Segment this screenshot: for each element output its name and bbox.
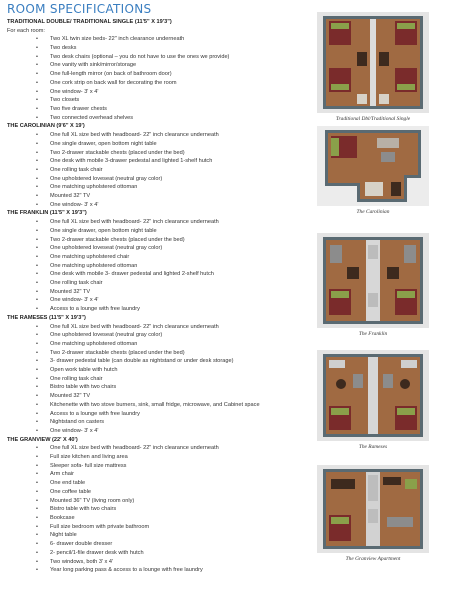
list-item-text: One single drawer, open bottom night table xyxy=(50,227,157,234)
bullet-icon: • xyxy=(36,480,38,487)
list-item xyxy=(7,270,313,279)
list-item-text: One end table xyxy=(50,480,86,487)
list-item xyxy=(7,523,313,532)
list-item-text: Mounted 32" TV xyxy=(50,393,91,400)
bullet-icon: • xyxy=(36,332,38,339)
list-item-text: Two connected overhead shelves xyxy=(50,114,134,121)
list-item xyxy=(7,357,313,366)
bullet-icon: • xyxy=(36,445,38,452)
list-item-text: One window- 3' x 4' xyxy=(50,297,99,304)
bullet-icon: • xyxy=(36,201,38,208)
list-item-text: Two five drawer chests xyxy=(50,106,107,112)
list-item xyxy=(7,392,313,401)
list-item-text: Access to a lounge with free laundry xyxy=(50,306,140,313)
list-item xyxy=(7,410,313,419)
list-item xyxy=(7,35,313,44)
list-item-text: One full XL size bed with headboard- 22" inch clearance underneath xyxy=(50,445,219,452)
list-item-text: Open work table with hutch xyxy=(50,367,118,374)
list-item xyxy=(7,488,313,497)
list-item xyxy=(7,470,313,479)
bullet-icon: • xyxy=(36,523,38,530)
bullet-icon: • xyxy=(36,219,38,226)
list-item-text: One matching upholstered ottoman xyxy=(50,262,138,269)
bullet-icon: • xyxy=(36,193,38,200)
bullet-icon: • xyxy=(36,462,38,469)
list-item-text: One cork strip on back wall for decorating the room xyxy=(50,79,177,86)
list-item-text: Full size kitchen and living area xyxy=(50,454,128,461)
list-item-text: Two 2-drawer stackable chests (placed under the bed) xyxy=(50,349,185,356)
figure-caption: The Rameses xyxy=(358,444,388,450)
section-heading: TRADITIONAL DOUBLE/ TRADITIONAL SINGLE (11'5" X 19'3") xyxy=(7,19,172,25)
floor-plan-carolinian xyxy=(317,126,429,215)
bullet-icon: • xyxy=(36,384,38,391)
list-item-text: One matching upholstered ottoman xyxy=(50,340,138,347)
list-item-text: Two 2-drawer stackable chests (placed under the bed) xyxy=(50,149,185,156)
list-item xyxy=(7,166,313,175)
bullet-icon: • xyxy=(36,236,38,243)
list-item xyxy=(7,157,313,166)
section-subheading: For each room: xyxy=(7,27,45,34)
list-item xyxy=(7,262,313,271)
list-item xyxy=(7,236,313,245)
list-item-text: Bistro table with two chairs xyxy=(50,384,117,391)
list-item xyxy=(7,96,313,105)
list-item-text: Kitchenette with two stove burners, sink, small fridge, microwave, and Cabinet space xyxy=(50,401,260,408)
list-item xyxy=(7,296,313,305)
list-item xyxy=(7,323,313,332)
floor-plan-traditional-image xyxy=(317,12,429,113)
list-item-text: One upholstered loveseat (neutral gray color) xyxy=(50,332,163,339)
bullet-icon: • xyxy=(36,88,38,95)
bullet-icon: • xyxy=(36,488,38,495)
bullet-icon: • xyxy=(36,532,38,539)
bullet-icon: • xyxy=(36,323,38,330)
list-item xyxy=(7,88,313,97)
list-item xyxy=(7,253,313,262)
list-item xyxy=(7,514,313,523)
bullet-icon: • xyxy=(36,79,38,86)
list-item-text: One upholstered loveseat (neutral gray color) xyxy=(50,175,163,182)
page-title: ROOM SPECIFICATIONS xyxy=(7,2,152,16)
list-item-text: One window- 3' x 4' xyxy=(50,427,99,434)
bullet-icon: • xyxy=(36,71,38,78)
list-item xyxy=(7,453,313,462)
bullet-icon: • xyxy=(36,401,38,408)
bullet-icon: • xyxy=(36,132,38,139)
list-item-text: Full size bedroom with private bathroom xyxy=(50,523,150,530)
list-item-text: One vanity with sink/mirror/storage xyxy=(50,62,137,69)
bullet-icon: • xyxy=(36,514,38,521)
list-item-text: Two windows, both 3' x 4' xyxy=(50,558,114,565)
bullet-icon: • xyxy=(36,53,38,60)
list-item-text: Bistro table with two chairs xyxy=(50,506,117,513)
list-item-text: One window- 3' x 4' xyxy=(50,88,99,95)
bullet-icon: • xyxy=(36,419,38,426)
list-item xyxy=(7,288,313,297)
bullet-icon: • xyxy=(36,140,38,147)
list-item-text: Bookcase xyxy=(50,514,75,521)
bullet-icon: • xyxy=(36,349,38,356)
list-item-text: Two 2-drawer stackable chests (placed under the bed) xyxy=(50,236,185,243)
bullet-icon: • xyxy=(36,106,38,112)
section-heading: THE FRANKLIN (11'5" X 19'3") xyxy=(7,210,87,217)
list-item xyxy=(7,383,313,392)
list-item-text: One full XL size bed with headboard- 22" inch clearance underneath xyxy=(50,219,219,226)
list-item xyxy=(7,44,313,53)
figure-caption: Traditional Dbl/Traditional Single xyxy=(335,116,411,122)
list-item-text: One rolling task chair xyxy=(50,280,103,287)
list-item-text: One rolling task chair xyxy=(50,375,103,382)
bullet-icon: • xyxy=(36,541,38,548)
list-item-text: One single drawer, open bottom night table xyxy=(50,140,157,147)
bullet-icon: • xyxy=(36,427,38,434)
list-item-text: Two XL twin size beds- 22" inch clearance underneath xyxy=(50,36,185,43)
floor-plan-franklin-image xyxy=(317,233,429,328)
list-item xyxy=(7,305,313,314)
list-item-text: 3- drawer pedestal table (can double as nightstand or under desk storage) xyxy=(50,358,234,365)
bullet-icon: • xyxy=(36,227,38,234)
list-item xyxy=(7,131,313,140)
list-item xyxy=(7,140,313,149)
list-item-text: One window- 3' x 4' xyxy=(50,201,99,208)
list-item-text: One full-length mirror (on back of bathroom door) xyxy=(50,71,172,78)
list-item xyxy=(7,497,313,506)
list-item xyxy=(7,70,313,79)
list-item xyxy=(7,375,313,384)
list-item xyxy=(7,201,313,210)
list-item-text: One rolling task chair xyxy=(50,166,103,173)
bullet-icon: • xyxy=(36,62,38,69)
bullet-icon: • xyxy=(36,306,38,313)
list-item xyxy=(7,114,313,123)
list-item xyxy=(7,418,313,427)
list-item-text: 6- drawer double dresser xyxy=(50,541,113,548)
bullet-icon: • xyxy=(36,340,38,347)
list-item xyxy=(7,366,313,375)
list-item xyxy=(7,558,313,567)
list-item xyxy=(7,505,313,514)
bullet-icon: • xyxy=(36,97,38,104)
list-item xyxy=(7,183,313,192)
list-item xyxy=(7,79,313,88)
list-item-text: Year long parking pass & access to a lounge with free laundry xyxy=(50,567,203,574)
figure-caption: The Granview Apartment xyxy=(345,556,401,562)
list-item xyxy=(7,427,313,436)
bullet-icon: • xyxy=(36,45,38,52)
bullet-icon: • xyxy=(36,262,38,269)
list-item xyxy=(7,479,313,488)
bullet-icon: • xyxy=(36,288,38,295)
bullet-icon: • xyxy=(36,175,38,182)
list-item xyxy=(7,175,313,184)
bullet-icon: • xyxy=(36,358,38,365)
list-item-text: One matching upholstered ottoman xyxy=(50,184,138,191)
list-item xyxy=(7,105,313,114)
list-item xyxy=(7,549,313,558)
list-item-text: Two desks xyxy=(50,45,77,52)
bullet-icon: • xyxy=(36,166,38,173)
bullet-icon: • xyxy=(36,149,38,156)
list-item xyxy=(7,218,313,227)
list-item-text: 2- pencil/1-file drawer desk with hutch xyxy=(50,549,144,556)
bullet-icon: • xyxy=(36,454,38,461)
list-item-text: Night table xyxy=(50,532,77,539)
bullet-icon: • xyxy=(36,36,38,43)
bullet-icon: • xyxy=(36,497,38,504)
bullet-icon: • xyxy=(36,280,38,287)
list-item-text: Access to a lounge with free laundry xyxy=(50,410,140,417)
section-heading: THE CAROLINIAN (9'6" X 19') xyxy=(7,123,85,130)
list-item-text: One desk with mobile 3-drawer pedestal and lighted 1-shelf hutch xyxy=(50,158,213,165)
list-item xyxy=(7,340,313,349)
section-heading: THE GRANVIEW (22' X 40') xyxy=(7,436,78,443)
list-item xyxy=(7,531,313,540)
list-item xyxy=(7,279,313,288)
list-item-text: Nightstand on casters xyxy=(50,419,105,426)
floor-plan-rameses xyxy=(317,350,429,450)
bullet-icon: • xyxy=(36,375,38,382)
floor-plan-granview-image xyxy=(317,465,429,553)
list-item-text: Mounted 32" TV xyxy=(50,193,91,200)
bullet-icon: • xyxy=(36,410,38,417)
bullet-icon: • xyxy=(36,297,38,304)
bullet-icon: • xyxy=(36,158,38,165)
bullet-icon: • xyxy=(36,471,38,478)
list-item xyxy=(7,444,313,453)
list-item xyxy=(7,540,313,549)
floor-plan-granview xyxy=(317,465,429,562)
list-item-text: One full XL size bed with headboard- 22" inch clearance underneath xyxy=(50,132,219,139)
list-item-text: Mounted 36" TV (living room only) xyxy=(50,497,135,504)
list-item xyxy=(7,61,313,70)
list-item xyxy=(7,462,313,471)
list-item-text: Sleeper sofa- full size mattress xyxy=(50,462,127,469)
list-item xyxy=(7,227,313,236)
figure-caption: The Franklin xyxy=(358,331,388,337)
list-item-text: One coffee table xyxy=(50,488,91,495)
bullet-icon: • xyxy=(36,245,38,252)
bullet-icon: • xyxy=(36,567,38,574)
floor-plan-franklin xyxy=(317,233,429,337)
bullet-icon: • xyxy=(36,549,38,556)
list-item xyxy=(7,401,300,410)
list-item xyxy=(7,331,313,340)
list-item xyxy=(7,149,313,158)
room-specifications-list xyxy=(7,18,313,575)
bullet-icon: • xyxy=(36,114,38,121)
bullet-icon: • xyxy=(36,558,38,565)
list-item xyxy=(7,566,313,575)
floor-plan-traditional xyxy=(317,12,429,122)
bullet-icon: • xyxy=(36,393,38,400)
floor-plan-rameses-image xyxy=(317,350,429,441)
figure-caption: The Carolinian xyxy=(356,209,390,215)
list-item xyxy=(7,192,313,201)
bullet-icon: • xyxy=(36,271,38,278)
list-item xyxy=(7,53,313,62)
list-item-text: One upholstered loveseat (neutral gray color) xyxy=(50,245,163,252)
bullet-icon: • xyxy=(36,506,38,513)
list-item-text: One full XL size bed with headboard- 22" inch clearance underneath xyxy=(50,323,219,330)
bullet-icon: • xyxy=(36,184,38,191)
list-item xyxy=(7,244,313,253)
list-item-text: One matching upholstered chair xyxy=(50,253,130,260)
list-item-text: One desk with mobile 3- drawer pedestal and lighted 2-shelf hutch xyxy=(50,271,214,278)
list-item xyxy=(7,349,313,358)
list-item-text: Two desk chairs (optional – you do not have to use the ones we provide) xyxy=(50,53,230,60)
bullet-icon: • xyxy=(36,367,38,374)
floor-plan-carolinian-image xyxy=(317,126,429,206)
list-item-text: Arm chair xyxy=(50,471,74,478)
bullet-icon: • xyxy=(36,253,38,260)
section-heading: THE RAMESES (11'5" X 19'3") xyxy=(7,314,86,321)
list-item-text: Two closets xyxy=(50,97,80,104)
list-item-text: Mounted 32" TV xyxy=(50,288,91,295)
